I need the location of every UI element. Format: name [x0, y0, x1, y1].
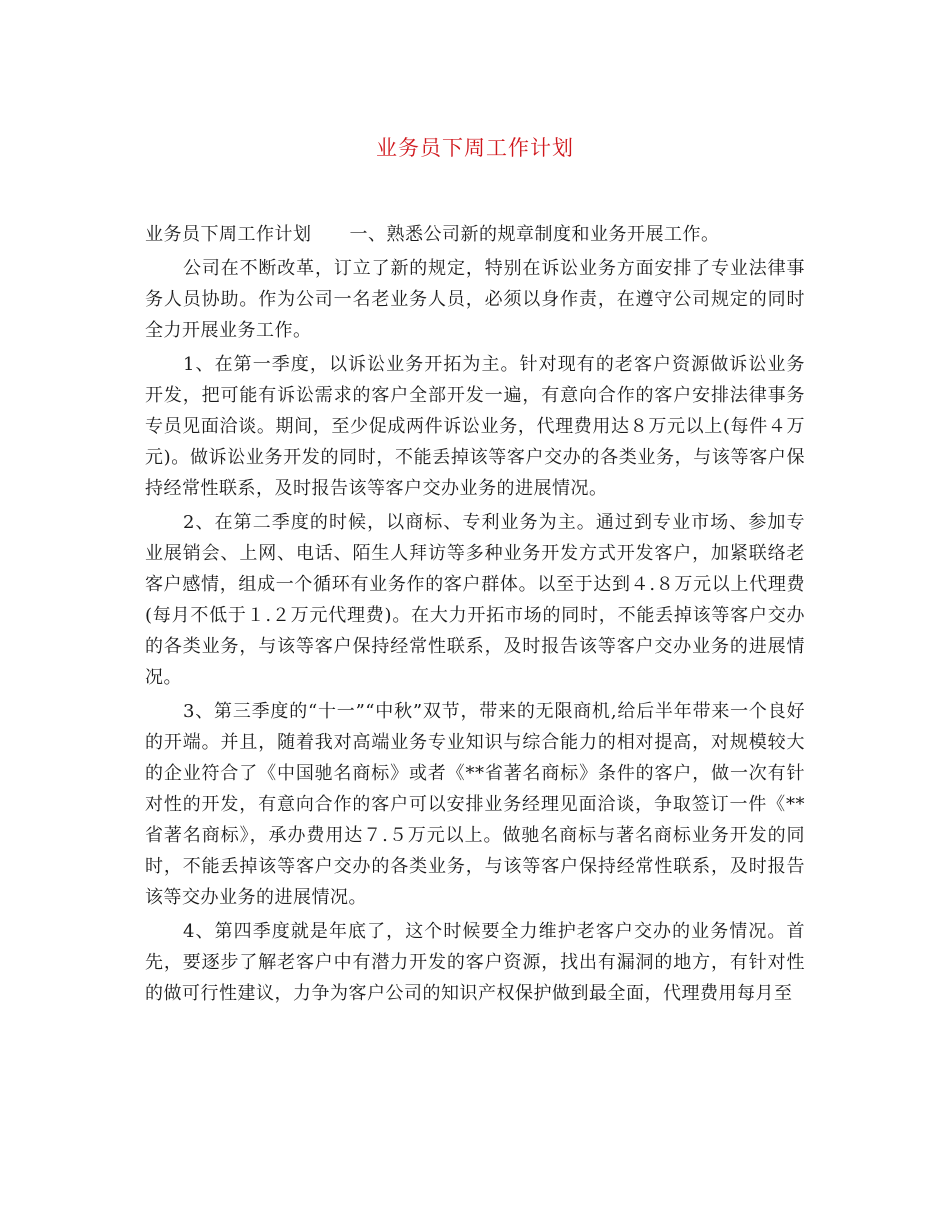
lead-paragraph — [145, 219, 805, 250]
document-body — [145, 219, 805, 1009]
body-paragraph-q1: 1、在第一季度，以诉讼业务开拓为主。针对现有的老客户资源做诉讼业务开发，把可能有诉讼需求的客户全部开发一遍，有意向合作的客户安排法律事务专员见面洽谈。期间，至少促成两件诉讼业务，代理费用达８万元以上(每件４万元)。做诉讼业务开发的同时，不能丢掉该等客户交办的各类业务，与该等客户保持经常性联系，及时报告该等客户交办业务的进展情况。 — [145, 354, 805, 499]
document-title: 业务员下周工作计划 — [376, 136, 574, 160]
section-heading: 一、熟悉公司新的规章制度和业务开展工作。 — [349, 224, 720, 245]
body-paragraph-q4: 4、第四季度就是年底了，这个时候要全力维护老客户交办的业务情况。首先，要逐步了解老客户中有潜力开发的客户资源，找出有漏洞的地方，有针对性的做可行性建议，力争为客户公司的知识产权保护做到最全面，代理费用每月至 — [145, 921, 805, 1004]
body-paragraph-intro: 公司在不断改革，订立了新的规定，特别在诉讼业务方面安排了专业法律事务人员协助。作为公司一名老业务人员，必须以身作责，在遵守公司规定的同时全力开展业务工作。 — [145, 258, 805, 341]
body-paragraph-q2: 2、在第二季度的时候，以商标、专利业务为主。通过到专业市场、参加专业展销会、上网、电话、陌生人拜访等多种业务开发方式开发客户，加紧联络老客户感情，组成一个循环有业务作的客户群体。以至于达到４.８万元以上代理费(每月不低于１.２万元代理费)。在大力开拓市场的同时，不能丢掉该等客户交办的各类业务，与该等客户保持经常性联系，及时报告该等客户交办业务的进展情况。 — [145, 512, 805, 688]
lead-label: 业务员下周工作计划 — [145, 224, 312, 245]
body-paragraph-q3: 3、第三季度的“十一”“中秋”双节，带来的无限商机,给后半年带来一个良好的开端。并且，随着我对高端业务专业知识与综合能力的相对提高，对规模较大的企业符合了《中国驰名商标》或者《**省著名商标》条件的客户，做一次有针对性的开发，有意向合作的客户可以安排业务经理见面洽谈，争取签订一件《**省著名商标》，承办费用达７.５万元以上。做驰名商标与著名商标业务开发的同时，不能丢掉该等客户交办的各类业务，与该等客户保持经常性联系，及时报告该等交办业务的进展情况。 — [145, 701, 805, 908]
